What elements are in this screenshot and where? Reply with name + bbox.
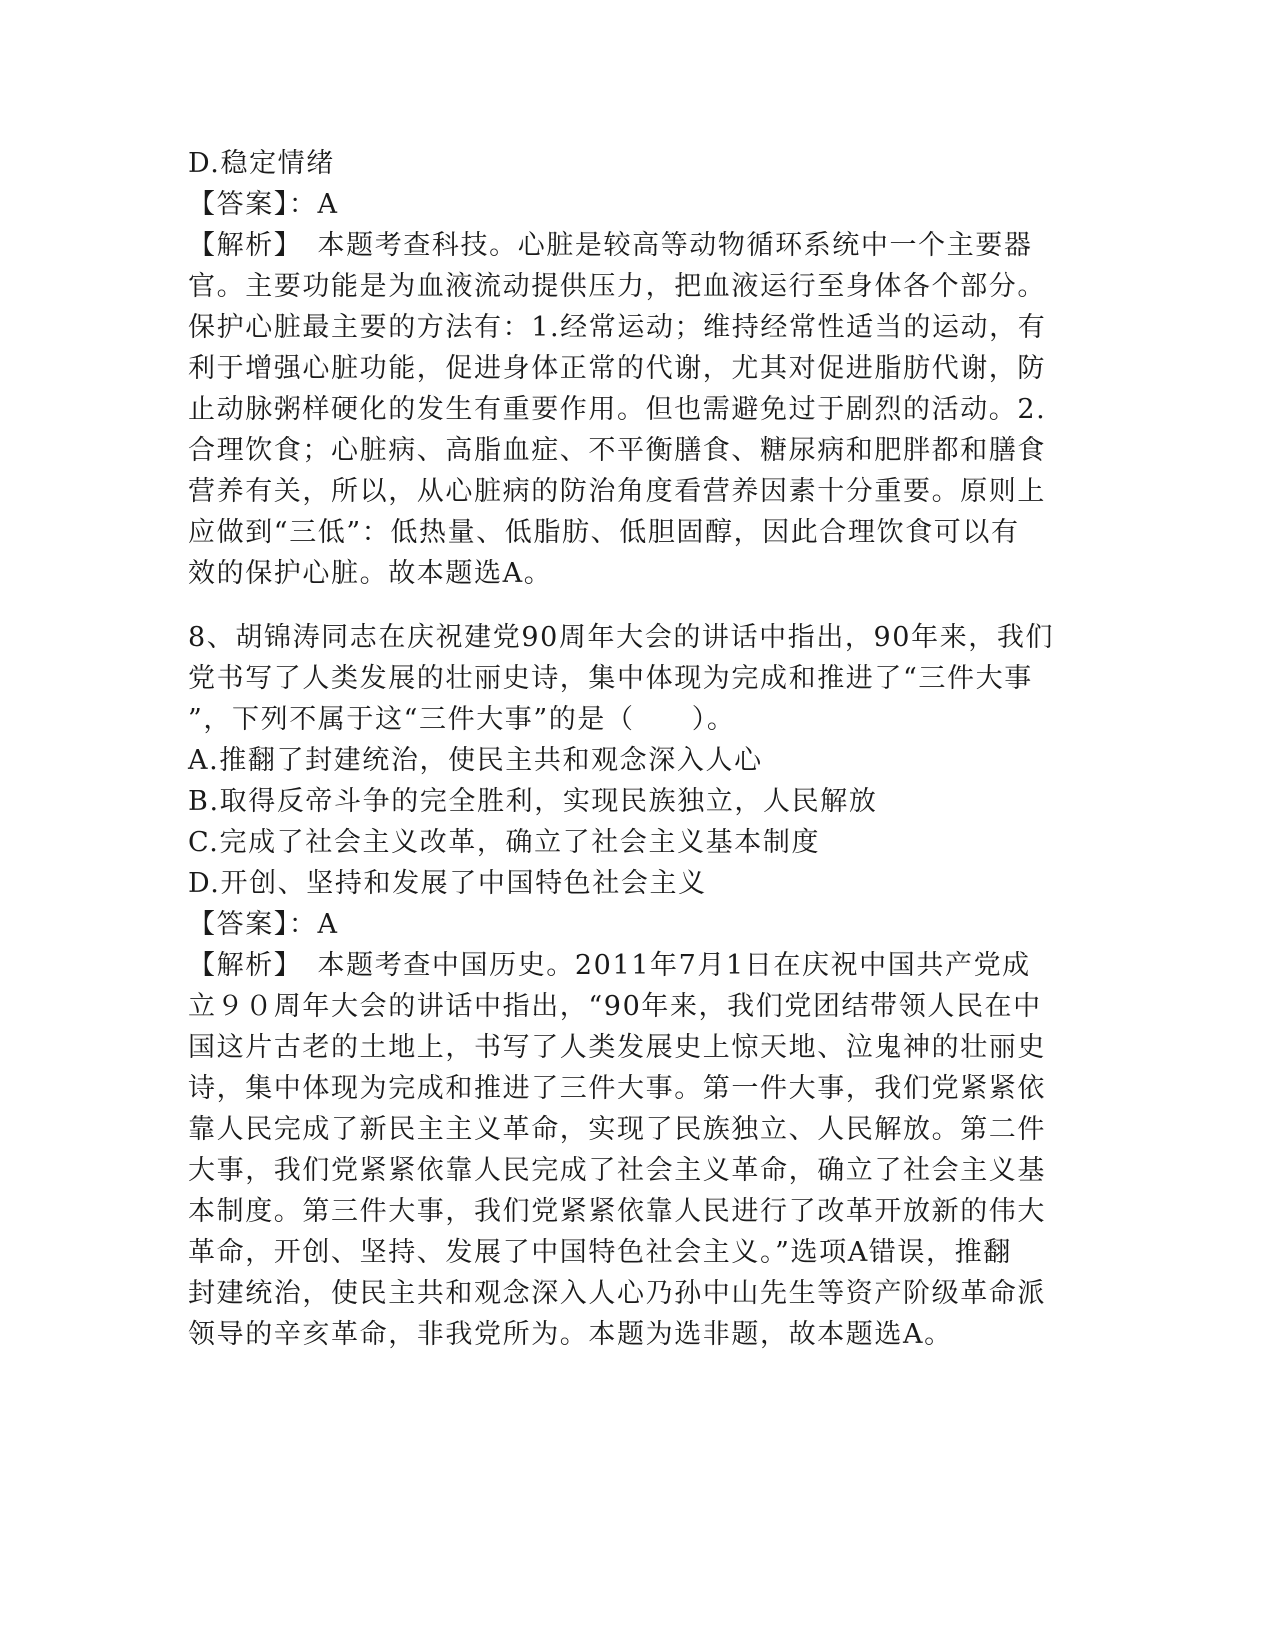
option-a: A.推翻了封建统治，使民主共和观念深入人心 bbox=[188, 745, 763, 776]
option-d: D.开创、坚持和发展了中国特色社会主义 bbox=[188, 868, 707, 899]
question-stem-line: ”，下列不属于这“三件大事”的是（ ）。 bbox=[188, 704, 736, 735]
analysis-line: 立９０周年大会的讲话中指出，“90年来，我们党团结带领人民在中 bbox=[188, 991, 1042, 1022]
analysis-line: 诗，集中体现为完成和推进了三件大事。第一件大事，我们党紧紧依 bbox=[188, 1073, 1046, 1104]
analysis-line: 效的保护心脏。故本题选A。 bbox=[188, 558, 553, 589]
analysis-line: 革命，开创、坚持、发展了中国特色社会主义。”选项A错误，推翻 bbox=[188, 1237, 1012, 1268]
analysis-line: 靠人民完成了新民主主义革命，实现了民族独立、人民解放。第二件 bbox=[188, 1114, 1046, 1145]
analysis-line: 本制度。第三件大事，我们党紧紧依靠人民进行了改革开放新的伟大 bbox=[188, 1196, 1046, 1227]
analysis-line: 止动脉粥样硬化的发生有重要作用。但也需避免过于剧烈的活动。2. bbox=[188, 394, 1047, 425]
analysis-line: 领导的辛亥革命，非我党所为。本题为选非题，故本题选A。 bbox=[188, 1319, 953, 1350]
answer-label: 【答案】：A bbox=[188, 189, 339, 220]
option-d-previous: D.稳定情绪 bbox=[188, 148, 335, 179]
option-b: B.取得反帝斗争的完全胜利，实现民族独立，人民解放 bbox=[188, 786, 878, 817]
analysis-line: 【解析】 本题考查科技。心脏是较高等动物循环系统中一个主要器 bbox=[188, 230, 1033, 261]
analysis-line: 保护心脏最主要的方法有：1.经常运动；维持经常性适当的运动，有 bbox=[188, 312, 1047, 343]
analysis-line: 应做到“三低”：低热量、低脂肪、低胆固醇，因此合理饮食可以有 bbox=[188, 517, 1020, 548]
answer-label: 【答案】：A bbox=[188, 909, 339, 940]
analysis-line: 【解析】 本题考查中国历史。2011年7月1日在庆祝中国共产党成 bbox=[188, 950, 1031, 981]
analysis-line: 利于增强心脏功能，促进身体正常的代谢，尤其对促进脂肪代谢，防 bbox=[188, 353, 1046, 384]
analysis-line: 国这片古老的土地上，书写了人类发展史上惊天地、泣鬼神的壮丽史 bbox=[188, 1032, 1046, 1063]
analysis-line: 大事，我们党紧紧依靠人民完成了社会主义革命，确立了社会主义基 bbox=[188, 1155, 1046, 1186]
analysis-line: 营养有关，所以，从心脏病的防治角度看营养因素十分重要。原则上 bbox=[188, 476, 1046, 507]
analysis-line: 官。主要功能是为血液流动提供压力，把血液运行至身体各个部分。 bbox=[188, 271, 1046, 302]
question-stem-line: 8、胡锦涛同志在庆祝建党90周年大会的讲话中指出，90年来，我们 bbox=[188, 622, 1055, 653]
option-c: C.完成了社会主义改革，确立了社会主义基本制度 bbox=[188, 827, 821, 858]
analysis-line: 合理饮食；心脏病、高脂血症、不平衡膳食、糖尿病和肥胖都和膳食 bbox=[188, 435, 1046, 466]
question-stem-line: 党书写了人类发展的壮丽史诗，集中体现为完成和推进了“三件大事 bbox=[188, 663, 1033, 694]
analysis-line: 封建统治，使民主共和观念深入人心乃孙中山先生等资产阶级革命派 bbox=[188, 1278, 1046, 1309]
